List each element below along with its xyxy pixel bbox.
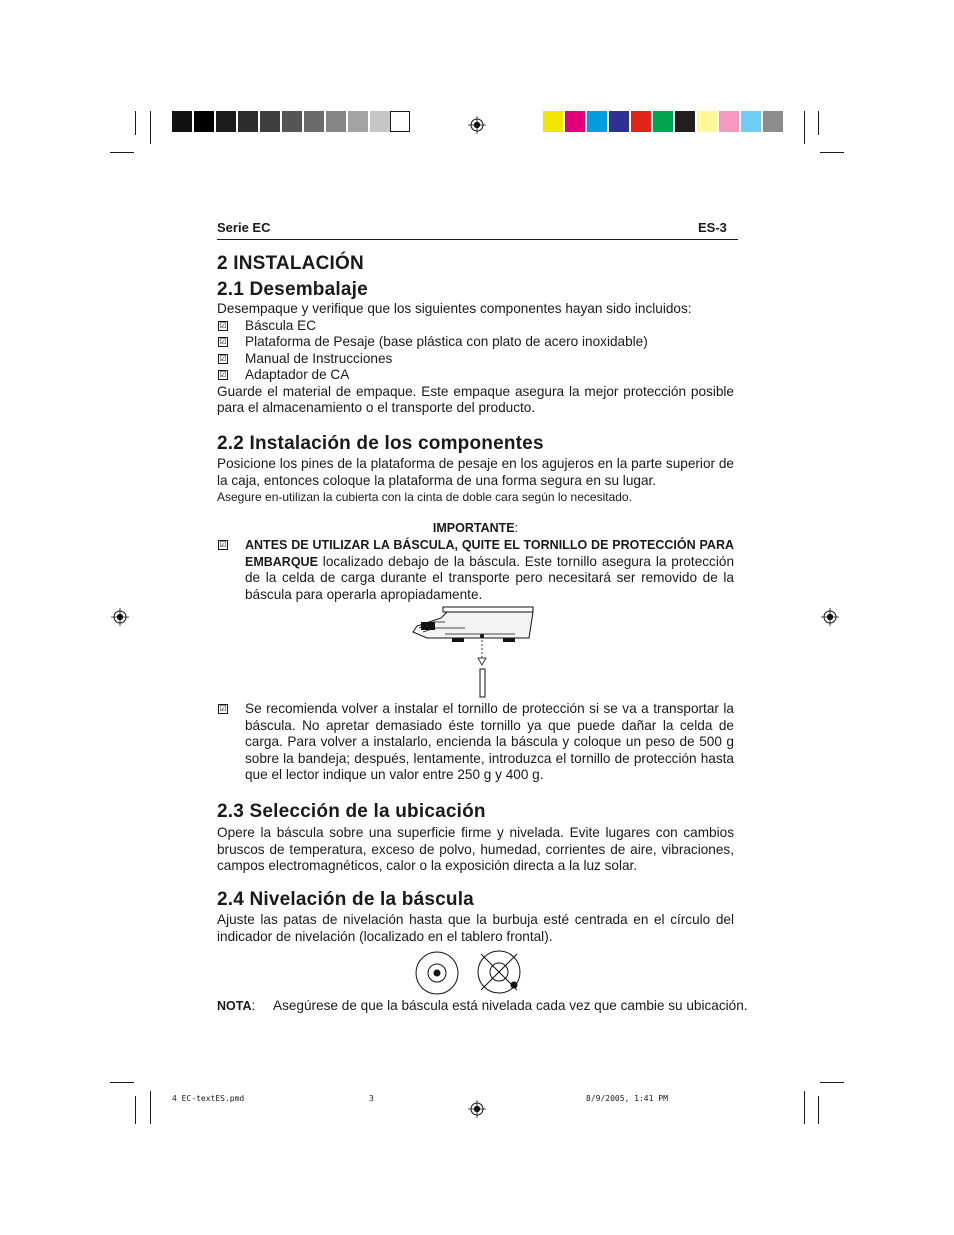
list-item: ☑ Adaptador de CA (219, 367, 350, 382)
crop-mark (820, 1082, 844, 1083)
note-text: Asegúrese de que la báscula está nivelada cada vez que cambie su ubicación. (273, 998, 748, 1013)
footer-filename: 4 EC-textES.pmd (172, 1094, 245, 1103)
warning-text: ANTES DE UTILIZAR LA BÁSCULA, QUITE EL TORNILLO DE PROTECCIÓN PARA EMBARQUE (245, 538, 734, 569)
gray-swatch (370, 111, 390, 132)
paragraph: Posicione los pines de la plataforma de pesaje en los agujeros en la parte superior de la caja, entonces coloque la plataforma de una forma segura en su lugar. (217, 456, 734, 488)
gray-swatch (260, 111, 280, 132)
crop-mark (804, 111, 805, 144)
note: NOTA: (217, 998, 256, 1013)
header-series: Serie EC (217, 220, 271, 235)
gray-swatch (304, 111, 324, 132)
color-swatch (697, 111, 717, 132)
gray-swatch (326, 111, 346, 132)
color-swatch (609, 111, 629, 132)
registration-mark-icon (821, 608, 839, 626)
registration-mark-icon (468, 1100, 486, 1118)
checkbox-icon: ☑ (219, 540, 227, 549)
footer-date: 8/9/2005, 1:41 PM (586, 1094, 668, 1103)
paragraph: Opere la báscula sobre una superficie firme y nivelada. Evite lugares con cambios bruscos de temperatura, exceso de polvo, humedad, corrientes de aire, vibraciones, campos electromagnéticos, calor o la exposición directa a la luz solar. (217, 825, 734, 873)
color-swatch (763, 111, 783, 132)
header-page-number: ES-3 (698, 220, 727, 235)
color-swatch (543, 111, 563, 132)
crop-mark (804, 1091, 805, 1124)
registration-mark-icon (468, 116, 486, 134)
color-swatch (741, 111, 761, 132)
gray-swatch (282, 111, 302, 132)
level-bubble-off-center-icon (475, 948, 525, 998)
crop-mark (818, 1096, 819, 1124)
color-swatch (631, 111, 651, 132)
important-heading: IMPORTANTE: (432, 521, 519, 535)
paragraph-small: Asegure en-utilizan la cubierta con la cinta de doble cara según lo necesitado. (217, 490, 632, 504)
color-swatch (675, 111, 695, 132)
section-title-2-2: 2.2 Instalación de los componentes (217, 433, 544, 454)
section-title-2-1: 2.1 Desembalaje (217, 279, 368, 300)
checkbox-icon: ☑ (219, 337, 227, 346)
paragraph: Guarde el material de empaque. Este empaque asegura la mejor protección posible para el almacenamiento o el transporte del producto. (217, 383, 734, 415)
section-title-2-4: 2.4 Nivelación de la báscula (217, 889, 474, 910)
crop-mark (110, 152, 134, 153)
checkbox-icon: ☑ (219, 704, 227, 713)
gray-swatch (348, 111, 368, 132)
section-2-1-body (217, 301, 734, 417)
header-rule (217, 239, 738, 240)
gray-swatch (238, 111, 258, 132)
crop-mark (150, 111, 151, 144)
checkbox-icon: ☑ (219, 370, 227, 379)
checkbox-icon: ☑ (219, 320, 227, 330)
color-swatch (565, 111, 585, 132)
important-bullet-2: ☑ Se recomienda volver a instalar el tornillo de protección si se va a transportar la báscula. No apretar demasiado éste tornillo ya que puede dañar la celda de carga. Para volver a instalarlo, encienda la báscula y coloque un peso de 500 g sobre la bandeja; después, lentamente, introduzca el tornillo de protección hasta que el lector indique un valor entre 250 g y 400 g. (219, 701, 734, 782)
section-2-2-body (217, 456, 734, 506)
gray-swatch (172, 111, 192, 132)
crop-mark (818, 111, 819, 135)
section-title-2-3: 2.3 Selección de la ubicación (217, 801, 486, 822)
color-swatch (587, 111, 607, 132)
paragraph: Ajuste las patas de nivelación hasta que la burbuja esté centrada en el círculo del indicador de nivelación (localizado en el tablero frontal). (217, 912, 734, 944)
section-2-3-body (217, 825, 734, 875)
note-label: NOTA (217, 999, 252, 1013)
crop-mark (135, 111, 136, 135)
footer-page: 3 (369, 1094, 374, 1103)
color-swatch (719, 111, 739, 132)
registration-mark-icon (111, 608, 129, 626)
crop-mark (135, 1096, 136, 1124)
chapter-title: 2 INSTALACIÓN (217, 253, 364, 274)
paragraph: Desempaque y verifique que los siguientes componentes hayan sido incluidos: (217, 301, 692, 316)
crop-mark (150, 1091, 151, 1124)
gray-swatch (194, 111, 214, 132)
level-bubble-centered-icon (414, 950, 460, 996)
color-swatch (653, 111, 673, 132)
crop-mark (110, 1082, 134, 1083)
important-bullet-1: ☑ ANTES DE UTILIZAR LA BÁSCULA, QUITE EL TORNILLO DE PROTECCIÓN PARA EMBARQUE localizado debajo de la báscula. Este tornillo asegura la protección de la celda de carga durante el transporte pero necesitará ser removido de la báscula para operarla apropiadamente. (219, 538, 734, 602)
section-2-4-body (217, 912, 734, 945)
list-item: ☑ Manual de Instrucciones (219, 350, 393, 366)
gray-swatch (216, 111, 236, 132)
gray-swatch (390, 111, 410, 132)
checkbox-icon: ☑ (219, 353, 227, 363)
list-item: ☑ Báscula EC (219, 317, 317, 333)
list-item: ☑ Plataforma de Pesaje (base plástica con plato de acero inoxidable) (219, 334, 648, 349)
scale-screw-illustration (405, 600, 545, 700)
crop-mark (820, 152, 844, 153)
